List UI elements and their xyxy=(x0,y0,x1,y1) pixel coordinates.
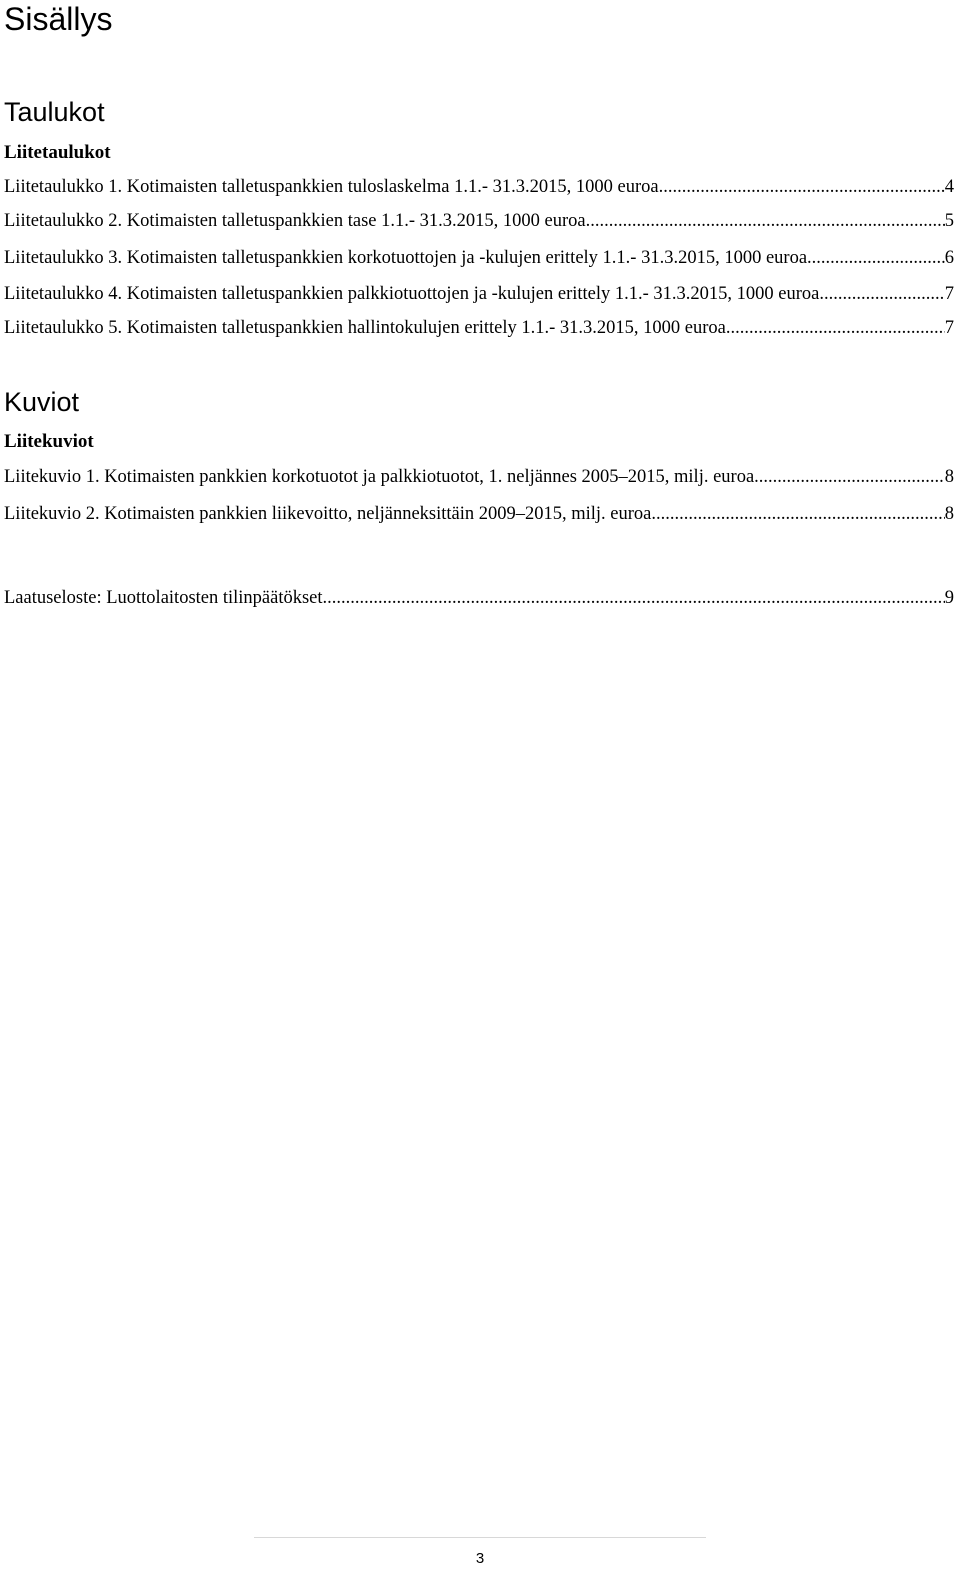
dot-leader xyxy=(726,316,945,340)
toc-entry-label: Liitetaulukko 3. Kotimaisten talletuspankkien korkotuottojen ja -kulujen erittely 1.1.- 31.3.2015, 1000 euroa xyxy=(4,248,808,268)
toc-entry-table-2[interactable] xyxy=(4,209,954,233)
toc-entry-page: 8 xyxy=(944,504,954,524)
toc-entry-label: Liitekuvio 1. Kotimaisten pankkien korkotuotot ja palkkiotuotot, 1. neljännes 2005–2015, milj. euroa xyxy=(4,467,755,487)
page-title: Sisällys xyxy=(4,1,113,37)
figures-subheading: Liitekuviot xyxy=(4,431,94,452)
toc-entry-page: 4 xyxy=(944,177,954,197)
toc-entry-table-3[interactable] xyxy=(4,246,954,270)
dot-leader xyxy=(651,502,944,526)
toc-entry-page: 9 xyxy=(944,588,954,608)
toc-entry-label: Liitekuvio 2. Kotimaisten pankkien liikevoitto, neljänneksittäin 2009–2015, milj. euroa xyxy=(4,504,652,524)
toc-entry-figure-2[interactable] xyxy=(4,502,954,526)
toc-entry-label: Laatuseloste: Luottolaitosten tilinpäätökset xyxy=(4,588,323,608)
dot-leader xyxy=(659,175,945,199)
toc-entry-quality-report[interactable] xyxy=(4,586,954,610)
toc-entry-figure-1[interactable] xyxy=(4,465,954,489)
toc-entry-table-1[interactable] xyxy=(4,175,954,199)
dot-leader xyxy=(754,465,945,489)
dot-leader xyxy=(807,246,945,270)
toc-entry-page: 6 xyxy=(944,248,954,268)
footer-divider xyxy=(254,1537,706,1538)
tables-subheading: Liitetaulukot xyxy=(4,142,111,163)
toc-entry-table-4[interactable] xyxy=(4,282,954,306)
toc-entry-page: 5 xyxy=(944,211,954,231)
toc-entry-page: 7 xyxy=(944,318,954,338)
dot-leader xyxy=(323,586,945,610)
toc-entry-page: 8 xyxy=(944,467,954,487)
toc-entry-table-5[interactable] xyxy=(4,316,954,340)
toc-entry-label: Liitetaulukko 5. Kotimaisten talletuspankkien hallintokulujen erittely 1.1.- 31.3.2015, 1000 euroa xyxy=(4,318,726,338)
tables-heading: Taulukot xyxy=(4,97,105,127)
dot-leader xyxy=(586,209,945,233)
toc-entry-label: Liitetaulukko 4. Kotimaisten talletuspankkien palkkiotuottojen ja -kulujen erittely 1.1.- 31.3.2015, 1000 euroa xyxy=(4,284,820,304)
toc-entry-label: Liitetaulukko 2. Kotimaisten talletuspankkien tase 1.1.- 31.3.2015, 1000 euroa xyxy=(4,211,586,231)
toc-entry-label: Liitetaulukko 1. Kotimaisten talletuspankkien tuloslaskelma 1.1.- 31.3.2015, 1000 euroa xyxy=(4,177,659,197)
figures-heading: Kuviot xyxy=(4,387,80,417)
page-number: 3 xyxy=(475,1550,485,1567)
dot-leader xyxy=(819,282,944,306)
toc-entry-page: 7 xyxy=(944,284,954,304)
